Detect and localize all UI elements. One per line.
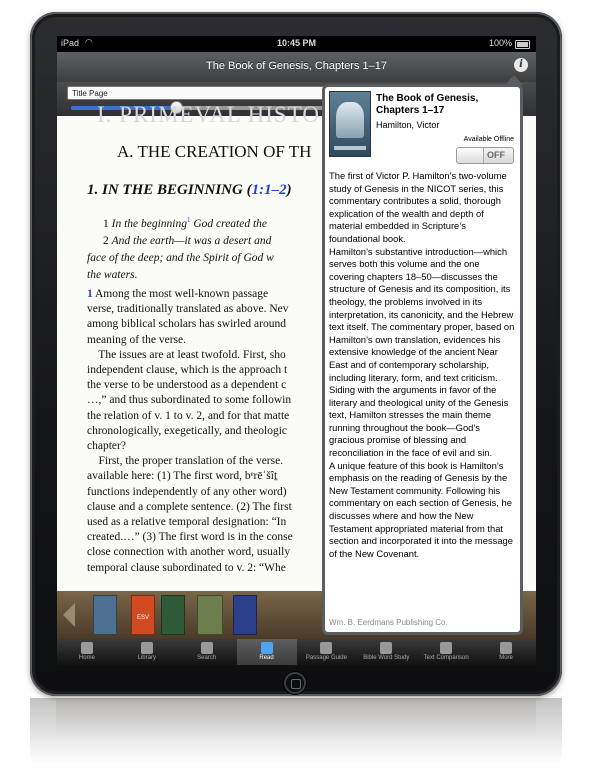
body-text: temporal clause subordinated to v. 2: “Whe: [87, 561, 286, 574]
shelf-book-esv[interactable]: [131, 595, 155, 635]
shelf-book[interactable]: [233, 595, 257, 635]
offline-label: Available Offline: [463, 136, 514, 143]
body-text: First, the proper translation of the verse.: [87, 455, 284, 468]
book-open-icon: [261, 642, 273, 654]
publisher: Wm. B. Eerdmans Publishing Co.: [329, 618, 448, 627]
body-text: created.…” (3) The first word is in the conse: [87, 531, 293, 544]
body-line: [87, 394, 291, 406]
body-line: [87, 470, 277, 482]
book-description: [329, 170, 517, 560]
tab-search[interactable]: [177, 639, 237, 665]
more-icon: [500, 642, 512, 654]
verse-number: 1: [103, 217, 109, 230]
body-text: the relation of v. 1 to v. 2, and for that matte: [87, 409, 290, 422]
tab-label: Text Comparison: [423, 655, 469, 661]
device-reflection: [30, 698, 562, 771]
status-bar: [57, 36, 536, 52]
library-icon: [141, 642, 153, 654]
search-icon: [201, 642, 213, 654]
toggle-state: OFF: [487, 150, 505, 160]
body-line: [87, 440, 126, 452]
tab-passage-guide[interactable]: [297, 639, 357, 665]
body-text: the verse to be understood as a dependent c: [87, 379, 287, 392]
scripture-text: In the beginning: [111, 217, 187, 230]
tab-more[interactable]: [476, 639, 536, 665]
scripture-text: face of the deep; and the Spirit of God w: [87, 251, 274, 264]
scripture-text: And the earth—it was a desert and: [111, 234, 272, 247]
tab-home[interactable]: [57, 639, 117, 665]
esv-label: ESV: [136, 615, 149, 621]
verse-number-link[interactable]: 1: [87, 288, 93, 300]
nav-title: The Book of Genesis, Chapters 1–17: [206, 60, 387, 72]
shelf-book[interactable]: [93, 595, 117, 635]
body-text: meaning of the verse.: [87, 333, 186, 346]
body-line: [87, 334, 186, 346]
section-heading: A. THE CREATION OF TH: [117, 142, 312, 161]
tab-label: Read: [259, 655, 274, 661]
text-comparison-icon: [440, 642, 452, 654]
body-text: verse, traditionally translated as above. Nev: [87, 303, 289, 316]
body-text: Among the most well-known passage: [92, 288, 269, 300]
shelf-left-arrow-icon[interactable]: [63, 603, 75, 627]
body-line: [87, 501, 292, 513]
body-line: [87, 303, 289, 315]
body-text: The issues are at least twofold. First, sho: [87, 348, 286, 361]
body-line: [87, 546, 290, 558]
description-paragraph: The first of Victor P. Hamilton’s two-volume study of Genesis in the NICOT series, this commentary contributes a solid, thorough explication of the wealth and depth of material embedded in Scripture’s foundational book.: [329, 170, 507, 244]
info-icon[interactable]: i: [514, 58, 528, 72]
body-line: [87, 288, 268, 300]
body-line: [87, 318, 286, 330]
battery-icon: [515, 40, 530, 49]
chapter-heading: [87, 182, 292, 199]
body-line: [87, 531, 293, 543]
heading-ref-link[interactable]: 1:1–2: [251, 182, 287, 198]
body-line: [87, 425, 287, 437]
body-text: close connection with another word, usually: [87, 546, 291, 559]
body-text: clause and a complete sentence. (2) The first: [87, 500, 292, 513]
scripture-line: [87, 267, 274, 284]
heading-text: 1. IN THE BEGINNING (: [87, 182, 252, 198]
clock: 10:45 PM: [276, 38, 317, 48]
body-text: functions independently of any other word): [87, 485, 287, 498]
tab-label: Passage Guide: [305, 655, 347, 661]
book-cover: [329, 91, 371, 157]
body-text: …,” and thus subordinated to some followin: [87, 394, 292, 407]
home-button[interactable]: [284, 672, 306, 694]
tab-bar: [57, 639, 536, 665]
shelf-book[interactable]: [197, 595, 223, 635]
passage-guide-icon: [320, 642, 332, 654]
word-study-icon: [380, 642, 392, 654]
scripture-text: God created the: [190, 217, 268, 230]
body-line: [87, 455, 283, 467]
scripture-line: [87, 250, 274, 267]
body-text: available here: (1) The first word, bᵉrēʾšîṯ: [87, 470, 278, 483]
tab-label: Search: [197, 655, 217, 661]
body-text: used as a relative temporal designation: “In: [87, 516, 287, 528]
description-paragraph: A unique feature of this book is Hamilton’s emphasis on the reading of Genesis by the New Testament community. Following his commentary on each section of Genesis, he discusses where and how the New Testament appropriated material from that section and incorporated it into the message of the New Covenant.: [329, 459, 513, 559]
body-line: [87, 486, 287, 498]
toc-select[interactable]: Title Page: [67, 86, 409, 100]
scripture-block: [87, 212, 274, 284]
body-line: [87, 516, 286, 528]
offline-toggle[interactable]: [456, 147, 514, 164]
tab-text-comparison[interactable]: [416, 639, 476, 665]
description-paragraph: Hamilton’s substantive introduction—which serves both this volume and the one covering chapters 18–50—discusses the structure of Genesis and its composition, its theology, the problems involved in its interpretation, its canonicity, and the Hebrew text itself. The commentary proper, based on Hamilton’s own translation, evidences his extensive knowledge of the ancient Near East and of contemporary scholarship, including literary, form, and text criticism. Siding with the arguments in favor of the literary and theological unity of the Genesis text, Hamilton stresses the main theme running throughout the book—God’s gracious promise of blessing and reconciliation in the face of evil and sin.: [329, 245, 515, 459]
body-text: among biblical scholars has swirled around: [87, 318, 286, 331]
body-text: chapter?: [87, 440, 126, 452]
tab-label: Home: [78, 655, 95, 661]
footnote-link[interactable]: 1: [187, 216, 191, 224]
body-line: [87, 364, 287, 376]
tab-label: More: [499, 655, 513, 661]
popover-author: Hamilton, Victor: [376, 120, 440, 130]
tab-library[interactable]: [117, 639, 177, 665]
scripture-line: [103, 212, 274, 233]
popover-title: The Book of Genesis, Chapters 1–17: [376, 93, 479, 116]
home-icon: [81, 642, 93, 654]
body-line: [87, 379, 286, 391]
device-name: iPad: [61, 38, 80, 48]
book-info-popover: [322, 84, 523, 635]
battery-percent: 100%: [488, 38, 512, 48]
scripture-text: the waters.: [87, 268, 138, 281]
body-line: [87, 562, 286, 574]
body-line: [87, 410, 289, 422]
wifi-icon: ◠: [85, 37, 93, 47]
tab-label: Library: [137, 655, 156, 661]
scripture-line: [103, 233, 274, 250]
body-text: chronologically, exegetically, and theologic: [87, 424, 288, 437]
ghost-title: I. PRIMEVAL HISTO: [97, 102, 320, 127]
body-line: [87, 349, 286, 361]
home-square-icon: [291, 679, 301, 689]
nav-bar: [57, 52, 536, 83]
shelf-book[interactable]: [161, 595, 185, 635]
tab-label: Bible Word Study: [363, 655, 410, 661]
heading-close: ): [286, 182, 292, 198]
tab-read[interactable]: [237, 639, 297, 665]
toggle-knob: [457, 148, 484, 163]
body-text: independent clause, which is the approach t: [87, 364, 288, 376]
verse-number: 2: [103, 234, 109, 247]
tab-bible-word-study[interactable]: [356, 639, 416, 665]
